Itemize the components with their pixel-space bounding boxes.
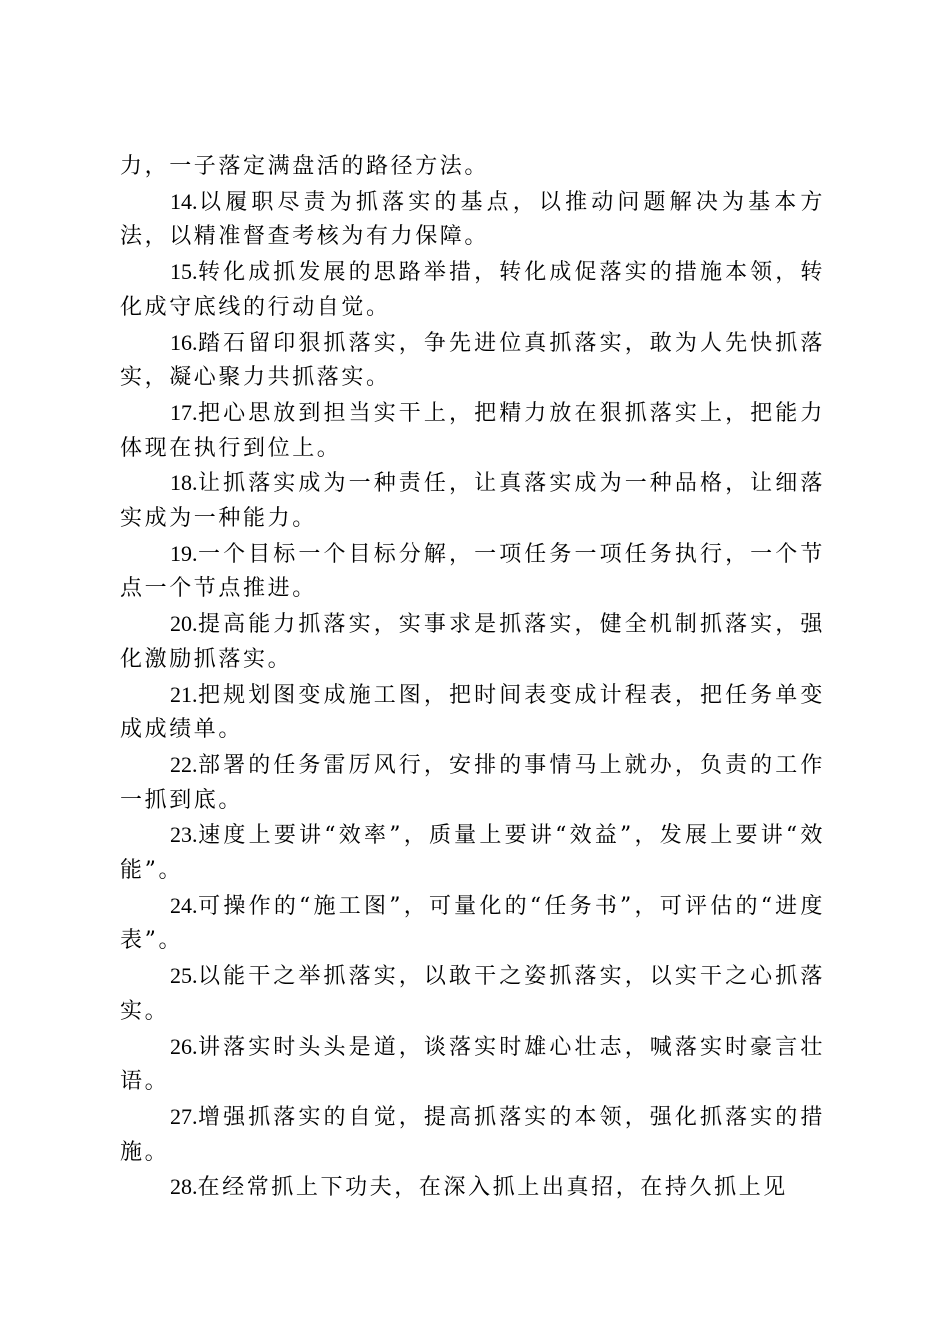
- item-number: 22.: [170, 751, 198, 777]
- paragraph-item-21: [120, 678, 825, 748]
- paragraph-item-18: [120, 466, 825, 536]
- paragraph-text: 转化成抓发展的思路举措，转化成促落实的措施本领，转化成守底线的行动自觉。: [120, 260, 825, 320]
- paragraph-item-15: [120, 255, 825, 325]
- item-number: 14.: [170, 188, 198, 214]
- paragraph-item-23: [120, 818, 825, 888]
- item-number: 19.: [170, 540, 198, 566]
- paragraph-text: 部署的任务雷厉风行，安排的事情马上就办，负责的工作一抓到底。: [120, 752, 825, 813]
- paragraph-item-22: [120, 748, 825, 818]
- paragraph-item-17: [120, 396, 825, 466]
- paragraph-text: 讲落实时头头是道，谈落实时雄心壮志，喊落实时豪言壮语。: [120, 1034, 825, 1095]
- item-number: 21.: [170, 681, 198, 707]
- paragraph-item-14: [120, 185, 825, 255]
- item-number: 27.: [170, 1103, 198, 1129]
- item-number: 28.: [170, 1174, 198, 1200]
- document-body: [120, 150, 825, 1206]
- item-number: 17.: [170, 399, 198, 425]
- item-number: 24.: [170, 892, 198, 918]
- paragraph-item-26: [120, 1030, 825, 1100]
- item-number: 16.: [170, 329, 198, 355]
- paragraph-text: 把规划图变成施工图，把时间表变成计程表，把任务单变成成绩单。: [120, 682, 825, 743]
- paragraph-text: 提高能力抓落实，实事求是抓落实，健全机制抓落实，强化激励抓落实。: [120, 612, 825, 672]
- paragraph-text: 可操作的“施工图”，可量化的“任务书”，可评估的“进度表”。: [120, 893, 825, 954]
- paragraph-text: 速度上要讲“效率”，质量上要讲“效益”，发展上要讲“效能”。: [120, 823, 825, 884]
- paragraph-item-28: [120, 1170, 825, 1206]
- item-number: 25.: [170, 963, 198, 989]
- paragraph-text: 在经常抓上下功夫，在深入抓上出真招，在持久抓上见: [197, 1175, 788, 1201]
- paragraph-item-25: [120, 959, 825, 1029]
- paragraph-item-19: [120, 537, 825, 607]
- paragraph-item-27: [120, 1100, 825, 1170]
- item-number: 15.: [170, 259, 198, 285]
- paragraph-text: 增强抓落实的自觉，提高抓落实的本领，强化抓落实的措施。: [120, 1104, 825, 1165]
- paragraph-item-24: [120, 889, 825, 959]
- item-number: 23.: [170, 822, 198, 848]
- paragraph-text: 把心思放到担当实干上，把精力放在狠抓落实上，把能力体现在执行到位上。: [120, 400, 825, 461]
- item-number: 20.: [170, 611, 198, 637]
- paragraph-text: 以能干之举抓落实，以敢干之姿抓落实，以实干之心抓落实。: [120, 964, 825, 1024]
- item-number: 26.: [170, 1033, 198, 1059]
- paragraph-item-16: [120, 326, 825, 396]
- paragraph-text: 以履职尽责为抓落实的基点，以推动问题解决为基本方法，以精准督查考核为有力保障。: [120, 189, 825, 250]
- paragraph-text: 让抓落实成为一种责任，让真落实成为一种品格，让细落实成为一种能力。: [120, 471, 825, 532]
- paragraph-text: 踏石留印狠抓落实，争先进位真抓落实，敢为人先快抓落实，凝心聚力共抓落实。: [120, 330, 825, 391]
- item-number: 18.: [170, 470, 198, 496]
- paragraph-continuation: [120, 150, 825, 185]
- paragraph-item-20: [120, 607, 825, 677]
- paragraph-text: 力，一子落定满盘活的路径方法。: [120, 154, 490, 179]
- paragraph-text: 一个目标一个目标分解，一项任务一项任务执行，一个节点一个节点推进。: [120, 541, 825, 602]
